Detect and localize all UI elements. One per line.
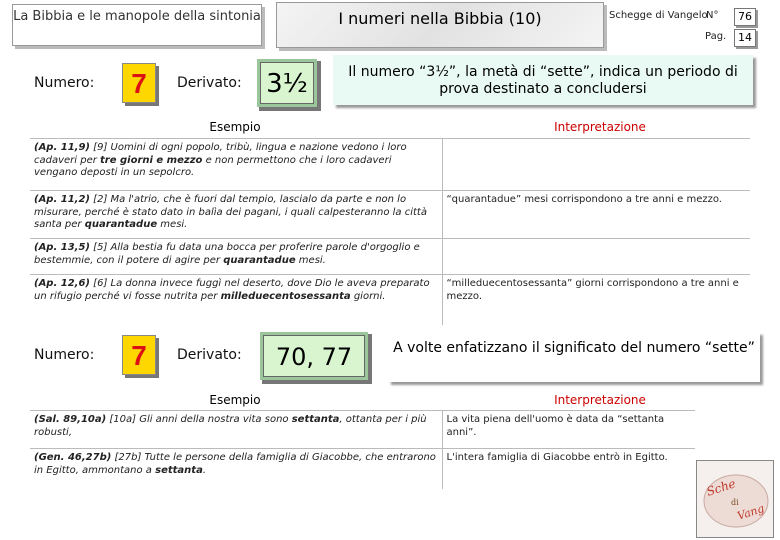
svg-text:Sche: Sche [704,476,738,499]
numero-label-2: Numero: [34,347,95,363]
series-title: La Bibbia e le manopole della sintonia [12,4,262,46]
derivato-value-2: 70, 77 [263,335,365,377]
examples-table-1 [30,138,750,325]
table-row: (Ap. 12,6) [6] La donna invece fuggì nel deserto, dove Dio le aveva preparato un rifugio perché vi fosse nutrita per milleduecentosessanta giorni. “milleduecentosessanta” giorni corrispondono a tre anni e mezzo. [30,275,750,325]
logo-icon [697,461,775,539]
svg-text:di: di [731,498,739,507]
table-row: (Ap. 11,2) [2] Ma l'atrio, che è fuori dal tempio, lascialo da parte e non lo misurare, perché è stato dato in balìa dei pagani, i quali calpesteranno la città santa per quarantadue mesi. “quarantadue” mesi corrispondono a tre anni e mezzo. [30,191,750,239]
col-interpretazione-2: Interpretazione [554,393,646,407]
number-value: 76 [734,8,756,26]
derivato-label-2: Derivato: [177,347,242,363]
col-esempio: Esempio [209,120,261,134]
schegge-logo [696,460,774,538]
page-label: Pag. [705,31,727,42]
table-row: (Gen. 46,27b) [27b] Tutte le persone della famiglia di Giacobbe, che entrarono in Egitto, ammontano a settanta. L'intera famiglia di Giacobbe entrò in Egitto. [30,449,695,489]
table-row: (Ap. 11,9) [9] Uomini di ogni popolo, tribù, lingua e nazione vedono i loro cadaveri per tre giorni e mezzo e non permettono che i loro cadaveri vengano deposti in un sepolcro. [30,139,750,191]
table-row: (Sal. 89,10a) [10a] Gli anni della nostra vita sono settanta, ottanta per i più robusti, La vita piena dell'uomo è data da “settanta anni”. [30,411,695,449]
meaning-box: Il numero “3½”, la metà di “sette”, indica un periodo di prova destinato a concludersi [333,55,753,105]
table-row: (Ap. 13,5) [5] Alla bestia fu data una bocca per proferire parole d'orgoglio e bestemmie, con il potere di agire per quarantadue mesi. [30,239,750,275]
numero-label: Numero: [34,75,95,91]
examples-table-2 [30,410,695,489]
numero-value: 7 [122,63,156,103]
meaning-box-2: A volte enfatizzano il significato del numero “sette” [388,332,760,382]
col-esempio-2: Esempio [209,393,261,407]
slide-title: I numeri nella Bibbia (10) [276,2,604,48]
number-label: N° [706,10,719,21]
numero-value-2: 7 [122,335,156,375]
derivato-label: Derivato: [177,75,242,91]
derivato-value: 3½ [260,62,314,104]
source-label: Schegge di Vangelo [609,10,708,21]
col-interpretazione: Interpretazione [554,120,646,134]
page-value: 14 [734,29,756,47]
svg-text:Vang: Vang [735,501,766,523]
